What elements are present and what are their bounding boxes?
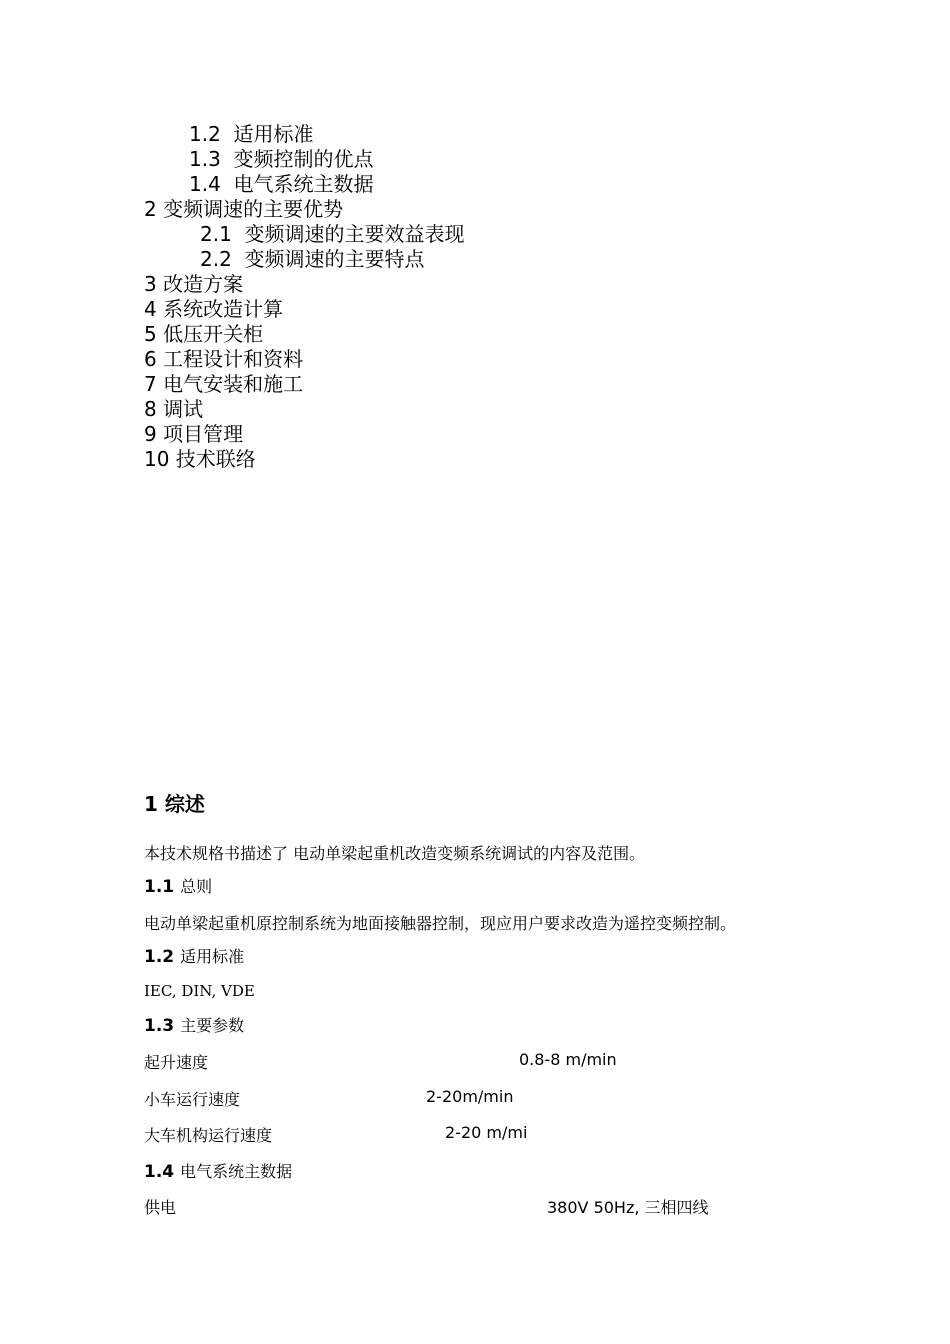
heading-number: 1.2	[144, 947, 175, 967]
heading-text: 适用标准	[180, 947, 245, 966]
param-label: 小车运行速度	[144, 1090, 241, 1109]
subsection-heading-1-1	[144, 874, 212, 897]
toc-entry[interactable]: 1.3 变频控制的优点	[189, 147, 374, 171]
param-value: 0.8-8 m/min	[519, 1050, 617, 1069]
toc-entry[interactable]: 1.2 适用标准	[189, 122, 314, 146]
toc-entry[interactable]: 6 工程设计和资料	[144, 347, 304, 371]
toc-entry[interactable]: 7 电气安装和施工	[144, 372, 304, 396]
section-title: 1 综述	[144, 792, 205, 816]
heading-text: 总则	[180, 877, 213, 896]
subsection-heading-1-4	[144, 1159, 292, 1182]
heading-number: 1.1	[144, 877, 175, 897]
heading-number: 1.3	[144, 1016, 175, 1036]
heading-text: 主要参数	[180, 1016, 245, 1035]
toc-entry[interactable]: 2.1 变频调速的主要效益表现	[200, 222, 465, 246]
toc-entry[interactable]: 5 低压开关柜	[144, 322, 264, 346]
toc-entry[interactable]: 1.4 电气系统主数据	[189, 172, 374, 196]
supply-label: 供电	[144, 1198, 177, 1217]
toc-entry[interactable]: 2.2 变频调速的主要特点	[200, 247, 425, 271]
standards-text: IEC, DIN, VDE	[144, 982, 255, 1000]
toc-entry[interactable]: 8 调试	[144, 397, 204, 421]
param-label: 起升速度	[144, 1053, 209, 1072]
general-paragraph: 电动单梁起重机原控制系统为地面接触器控制，现应用户要求改造为遥控变频控制。	[144, 914, 737, 933]
heading-text: 电气系统主数据	[180, 1162, 293, 1181]
intro-paragraph: 本技术规格书描述了 电动单梁起重机改造变频系统调试的内容及范围。	[144, 844, 646, 863]
toc-entry[interactable]: 10 技术联络	[144, 447, 256, 471]
param-value: 2-20 m/mi	[445, 1123, 528, 1142]
toc-entry[interactable]: 3 改造方案	[144, 272, 244, 296]
subsection-heading-1-3	[144, 1013, 244, 1036]
toc-entry[interactable]: 9 项目管理	[144, 422, 244, 446]
param-value: 2-20m/min	[426, 1087, 514, 1106]
table-of-contents	[0, 122, 950, 472]
toc-entry[interactable]: 4 系统改造计算	[144, 297, 284, 321]
subsection-heading-1-2	[144, 944, 244, 967]
supply-value: 380V 50Hz, 三相四线	[547, 1198, 709, 1217]
toc-entry[interactable]: 2 变频调速的主要优势	[144, 197, 344, 221]
param-label: 大车机构运行速度	[144, 1126, 273, 1145]
heading-number: 1.4	[144, 1162, 175, 1182]
